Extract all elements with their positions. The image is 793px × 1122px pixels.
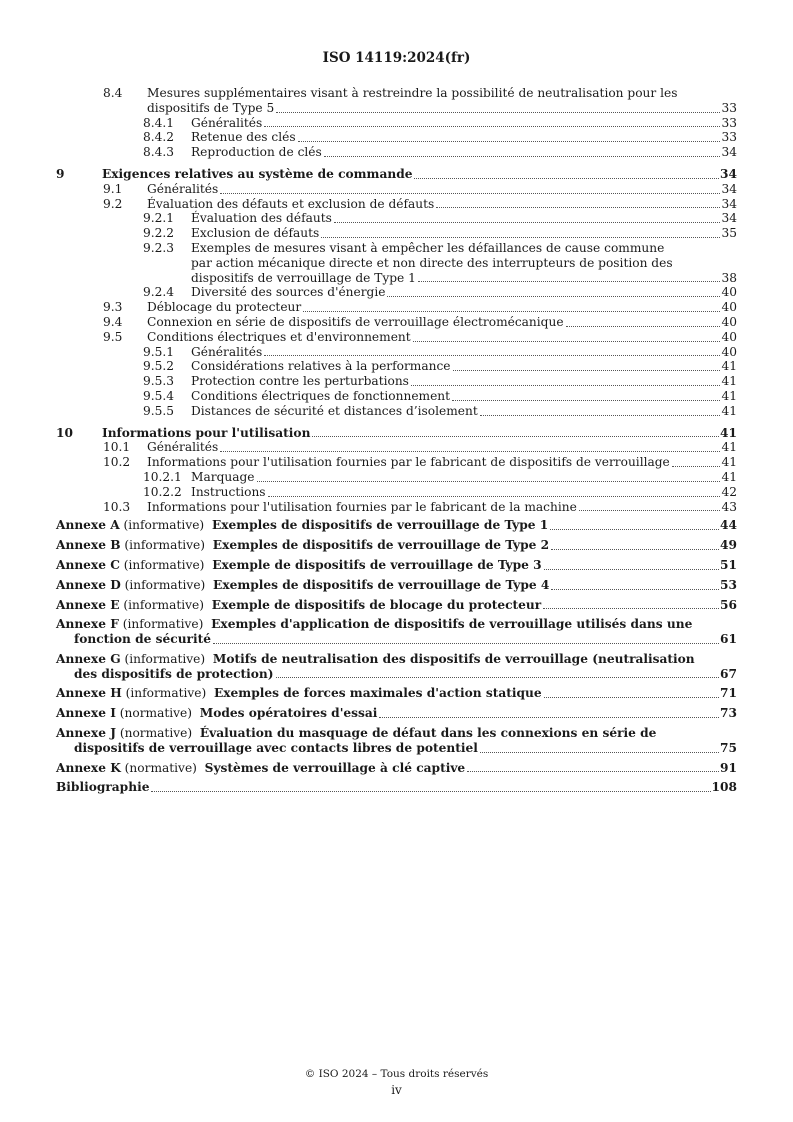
annex-label: Annexe C bbox=[56, 557, 120, 572]
toc-number: 10.2 bbox=[103, 455, 131, 470]
toc-number: 10.1 bbox=[103, 440, 131, 455]
dot-leader bbox=[672, 465, 721, 467]
toc-page: 42 bbox=[721, 484, 737, 499]
dot-leader bbox=[452, 399, 720, 401]
annex-kind: (normative) bbox=[119, 726, 193, 741]
toc-entry-8-4-3[interactable] bbox=[56, 145, 737, 160]
toc-title: Généralités bbox=[191, 344, 263, 359]
toc-page: 43 bbox=[721, 499, 737, 514]
toc-number: 8.4.3 bbox=[143, 145, 175, 160]
toc-title: Généralités bbox=[191, 115, 263, 130]
toc-page: 71 bbox=[720, 686, 737, 701]
toc-page: 34 bbox=[721, 196, 737, 211]
toc-entry-annex-e[interactable] bbox=[56, 598, 737, 613]
dot-leader bbox=[579, 509, 721, 511]
toc-entry-10-1[interactable] bbox=[56, 440, 737, 455]
toc-number: 9.2.1 bbox=[143, 211, 175, 226]
dot-leader bbox=[411, 384, 721, 386]
toc-entry-bibliographie[interactable] bbox=[56, 780, 737, 795]
dot-leader bbox=[436, 206, 720, 208]
annex-kind: (normative) bbox=[119, 706, 193, 721]
dot-leader bbox=[467, 770, 719, 772]
table-of-contents bbox=[56, 86, 737, 795]
document-header: ISO 14119:2024(fr) bbox=[322, 50, 471, 66]
toc-entry-10-2-2[interactable] bbox=[56, 485, 737, 500]
dot-leader bbox=[551, 548, 719, 550]
dot-leader bbox=[566, 325, 721, 327]
annex-label: Annexe A bbox=[56, 518, 120, 533]
annex-title: Exemple de dispositifs de blocage du protecteur bbox=[211, 597, 542, 612]
toc-page: 44 bbox=[720, 518, 737, 533]
annex-label: Annexe G bbox=[56, 651, 121, 666]
toc-number: 9 bbox=[56, 166, 65, 181]
dot-leader bbox=[213, 642, 719, 644]
toc-title: Considérations relatives à la performance bbox=[191, 359, 451, 374]
annex-label: Annexe H bbox=[56, 686, 122, 701]
toc-entry-9-2[interactable] bbox=[56, 197, 737, 212]
toc-page: 41 bbox=[721, 359, 737, 374]
dot-leader bbox=[257, 480, 721, 482]
toc-page: 34 bbox=[720, 166, 737, 181]
copyright-notice: © ISO 2024 – Tous droits réservés bbox=[304, 1068, 489, 1080]
toc-number: 10 bbox=[56, 425, 73, 440]
dot-leader bbox=[268, 495, 721, 497]
toc-page: 41 bbox=[721, 440, 737, 455]
toc-title: Exigences relatives au système de commande bbox=[102, 166, 413, 181]
annex-kind: (informative) bbox=[124, 577, 206, 592]
toc-entry-annex-j[interactable] bbox=[56, 726, 737, 756]
toc-entry-annex-h[interactable] bbox=[56, 686, 737, 701]
toc-page: 91 bbox=[720, 760, 737, 775]
toc-number: 9.2.4 bbox=[143, 285, 175, 300]
toc-entry-annex-b[interactable] bbox=[56, 538, 737, 553]
dot-leader bbox=[151, 790, 710, 792]
toc-title: Reproduction de clés bbox=[191, 145, 322, 160]
toc-number: 10.3 bbox=[103, 499, 131, 514]
dot-leader bbox=[550, 528, 719, 530]
toc-page: 41 bbox=[721, 403, 737, 418]
toc-title: Mesures supplémentaires visant à restreindre la possibilité de neutralisation pour les bbox=[147, 86, 678, 100]
toc-entry-10-2-1[interactable] bbox=[56, 470, 737, 485]
annex-label: Annexe D bbox=[56, 577, 121, 592]
toc-title: Conditions électriques et d'environnement bbox=[147, 329, 411, 344]
toc-entry-9-5-1[interactable] bbox=[56, 345, 737, 360]
toc-number: 9.3 bbox=[103, 300, 123, 315]
dot-leader bbox=[334, 221, 721, 223]
annex-title: Exemples de dispositifs de verrouillage de Type 1 bbox=[211, 518, 549, 533]
dot-leader bbox=[480, 751, 719, 753]
toc-entry-9-3[interactable] bbox=[56, 300, 737, 315]
annex-label: Annexe I bbox=[56, 706, 116, 721]
toc-entry-annex-f[interactable] bbox=[56, 617, 737, 647]
toc-title: Informations pour l'utilisation bbox=[102, 425, 311, 440]
annex-title-cont: fonction de sécurité bbox=[74, 632, 211, 647]
toc-title: Protection contre les perturbations bbox=[191, 374, 409, 389]
annex-kind: (informative) bbox=[123, 518, 205, 533]
annex-title-cont: des dispositifs de protection) bbox=[74, 666, 274, 681]
annex-kind: (informative) bbox=[123, 597, 205, 612]
toc-number: 9.5.1 bbox=[143, 344, 175, 359]
toc-page: 53 bbox=[720, 577, 737, 592]
toc-page: 40 bbox=[721, 329, 737, 344]
toc-number: 9.5.4 bbox=[143, 388, 175, 403]
toc-page: 56 bbox=[720, 597, 737, 612]
toc-entry-9-5-4[interactable] bbox=[56, 389, 737, 404]
dot-leader bbox=[324, 155, 721, 157]
annex-title: Exemples de dispositifs de verrouillage de Type 2 bbox=[212, 538, 550, 553]
toc-entry-10-3[interactable] bbox=[56, 500, 737, 515]
toc-entry-9-2-4[interactable] bbox=[56, 285, 737, 300]
toc-number: 9.2.2 bbox=[143, 226, 175, 241]
dot-leader bbox=[220, 450, 720, 452]
dot-leader bbox=[544, 568, 719, 570]
toc-title: Exclusion de défauts bbox=[191, 226, 320, 241]
annex-label: Annexe E bbox=[56, 597, 120, 612]
toc-title-cont: dispositifs de Type 5 bbox=[147, 100, 275, 115]
dot-leader bbox=[303, 310, 720, 312]
annex-title: Motifs de neutralisation des dispositifs de verrouillage (neutralisation bbox=[212, 651, 695, 666]
toc-entry-9-5-5[interactable] bbox=[56, 404, 737, 419]
toc-title: Généralités bbox=[147, 181, 219, 196]
toc-number: 9.5.5 bbox=[143, 403, 175, 418]
toc-entry-8-4-2[interactable] bbox=[56, 130, 737, 145]
toc-title-cont: par action mécanique directe et non directe des interrupteurs de position des bbox=[191, 255, 673, 270]
toc-title: Informations pour l'utilisation fournies par le fabricant de la machine bbox=[147, 499, 577, 514]
toc-title: Instructions bbox=[191, 484, 266, 499]
annex-title: Exemple de dispositifs de verrouillage de Type 3 bbox=[212, 557, 542, 572]
toc-page: 40 bbox=[721, 344, 737, 359]
toc-title: Évaluation des défauts et exclusion de défauts bbox=[147, 196, 435, 211]
toc-number: 9.5.2 bbox=[143, 359, 175, 374]
dot-leader bbox=[379, 716, 719, 718]
toc-number: 9.5 bbox=[103, 329, 123, 344]
toc-entry-9-1[interactable] bbox=[56, 182, 737, 197]
toc-page: 67 bbox=[720, 666, 737, 681]
toc-page: 33 bbox=[721, 100, 737, 115]
toc-title: Déblocage du protecteur bbox=[147, 300, 302, 315]
annex-title: Évaluation du masquage de défaut dans les connexions en série de bbox=[199, 726, 657, 741]
annex-title-cont: dispositifs de verrouillage avec contacts libres de potentiel bbox=[74, 740, 478, 755]
toc-page: 41 bbox=[721, 388, 737, 403]
dot-leader bbox=[543, 607, 719, 609]
toc-page: 40 bbox=[721, 314, 737, 329]
toc-page: 38 bbox=[721, 270, 737, 285]
toc-entry-annex-i[interactable] bbox=[56, 706, 737, 721]
toc-number: 9.4 bbox=[103, 314, 123, 329]
toc-number: 9.2.3 bbox=[143, 240, 175, 255]
toc-entry-9[interactable] bbox=[56, 167, 737, 182]
toc-number: 10.2.1 bbox=[143, 469, 182, 484]
toc-page: 34 bbox=[721, 181, 737, 196]
toc-number: 10.2.2 bbox=[143, 484, 182, 499]
toc-page: 35 bbox=[721, 226, 737, 241]
toc-page: 40 bbox=[721, 285, 737, 300]
toc-page: 41 bbox=[721, 469, 737, 484]
toc-title: Diversité des sources d'énergie bbox=[191, 285, 386, 300]
toc-title: Connexion en série de dispositifs de verrouillage électromécanique bbox=[147, 314, 564, 329]
toc-page: 108 bbox=[711, 780, 737, 795]
dot-leader bbox=[312, 435, 719, 437]
toc-entry-9-2-1[interactable] bbox=[56, 211, 737, 226]
toc-entry-annex-a[interactable] bbox=[56, 518, 737, 533]
annex-title: Exemples d'application de dispositifs de verrouillage utilisés dans une bbox=[211, 617, 693, 632]
toc-title: Informations pour l'utilisation fournies par le fabricant de dispositifs de verrouillage bbox=[147, 455, 670, 470]
toc-page: 41 bbox=[721, 374, 737, 389]
toc-page: 75 bbox=[720, 740, 737, 755]
toc-page: 73 bbox=[720, 706, 737, 721]
annex-title: Exemples de forces maximales d'action statique bbox=[214, 686, 542, 701]
dot-leader bbox=[418, 280, 721, 282]
annex-kind: (informative) bbox=[124, 538, 206, 553]
dot-leader bbox=[387, 295, 720, 297]
toc-page: 61 bbox=[720, 632, 737, 647]
dot-leader bbox=[544, 696, 719, 698]
toc-number: 9.1 bbox=[103, 181, 123, 196]
toc-number: 8.4.1 bbox=[143, 115, 175, 130]
dot-leader bbox=[453, 369, 721, 371]
annex-label: Annexe K bbox=[56, 760, 121, 775]
annex-label: Annexe J bbox=[56, 726, 116, 741]
toc-entry-annex-k[interactable] bbox=[56, 761, 737, 776]
toc-entry-annex-c[interactable] bbox=[56, 558, 737, 573]
dot-leader bbox=[414, 177, 719, 179]
dot-leader bbox=[413, 340, 721, 342]
annex-kind: (informative) bbox=[125, 686, 207, 701]
toc-page: 33 bbox=[721, 130, 737, 145]
toc-title: Généralités bbox=[147, 440, 219, 455]
toc-title: Conditions électriques de fonctionnement bbox=[191, 388, 451, 403]
toc-title: Marquage bbox=[191, 469, 255, 484]
annex-label: Annexe B bbox=[56, 538, 121, 553]
toc-number: 9.5.3 bbox=[143, 374, 175, 389]
toc-page: 34 bbox=[721, 145, 737, 160]
toc-entry-annex-g[interactable] bbox=[56, 652, 737, 682]
toc-page: 34 bbox=[721, 211, 737, 226]
toc-page: 41 bbox=[721, 455, 737, 470]
toc-entry-8-4[interactable] bbox=[56, 86, 737, 116]
toc-entry-annex-d[interactable] bbox=[56, 578, 737, 593]
toc-title: Évaluation des défauts bbox=[191, 211, 332, 226]
dot-leader bbox=[276, 111, 720, 113]
annex-kind: (informative) bbox=[124, 651, 206, 666]
dot-leader bbox=[298, 140, 721, 142]
toc-number: 8.4 bbox=[103, 86, 123, 100]
page-footer bbox=[0, 1068, 793, 1097]
toc-entry-9-5-2[interactable] bbox=[56, 359, 737, 374]
toc-title-cont: dispositifs de verrouillage de Type 1 bbox=[191, 270, 416, 285]
dot-leader bbox=[220, 192, 720, 194]
toc-entry-10-2[interactable] bbox=[56, 455, 737, 470]
dot-leader bbox=[551, 588, 719, 590]
toc-entry-8-4-1[interactable] bbox=[56, 116, 737, 131]
dot-leader bbox=[321, 236, 720, 238]
annex-label: Annexe F bbox=[56, 617, 119, 632]
toc-title: Distances de sécurité et distances d’isolement bbox=[191, 403, 478, 418]
dot-leader bbox=[276, 676, 719, 678]
annex-kind: (informative) bbox=[122, 617, 204, 632]
toc-title: Retenue des clés bbox=[191, 130, 296, 145]
toc-page: 49 bbox=[720, 538, 737, 553]
annex-title: Exemples de dispositifs de verrouillage de Type 4 bbox=[213, 577, 550, 592]
dot-leader bbox=[264, 125, 720, 127]
toc-page: 51 bbox=[720, 557, 737, 572]
dot-leader bbox=[480, 414, 721, 416]
toc-number: 8.4.2 bbox=[143, 130, 175, 145]
toc-page: 40 bbox=[721, 300, 737, 315]
annex-title: Systèmes de verrouillage à clé captive bbox=[204, 760, 466, 775]
toc-entry-9-4[interactable] bbox=[56, 315, 737, 330]
toc-page: 33 bbox=[721, 115, 737, 130]
page-number: iv bbox=[391, 1083, 402, 1097]
toc-entry-9-5-3[interactable] bbox=[56, 374, 737, 389]
dot-leader bbox=[264, 354, 720, 356]
toc-entry-10[interactable] bbox=[56, 426, 737, 441]
annex-title: Modes opératoires d'essai bbox=[199, 706, 378, 721]
toc-entry-9-2-3[interactable] bbox=[56, 241, 737, 285]
annex-kind: (informative) bbox=[123, 557, 205, 572]
toc-title: Exemples de mesures visant à empêcher les défaillances de cause commune bbox=[191, 240, 665, 255]
toc-page: 41 bbox=[720, 425, 737, 440]
toc-number: 9.2 bbox=[103, 196, 123, 211]
toc-entry-9-5[interactable] bbox=[56, 330, 737, 345]
annex-kind: (normative) bbox=[124, 760, 197, 775]
toc-entry-9-2-2[interactable] bbox=[56, 226, 737, 241]
toc-title: Bibliographie bbox=[56, 780, 150, 795]
